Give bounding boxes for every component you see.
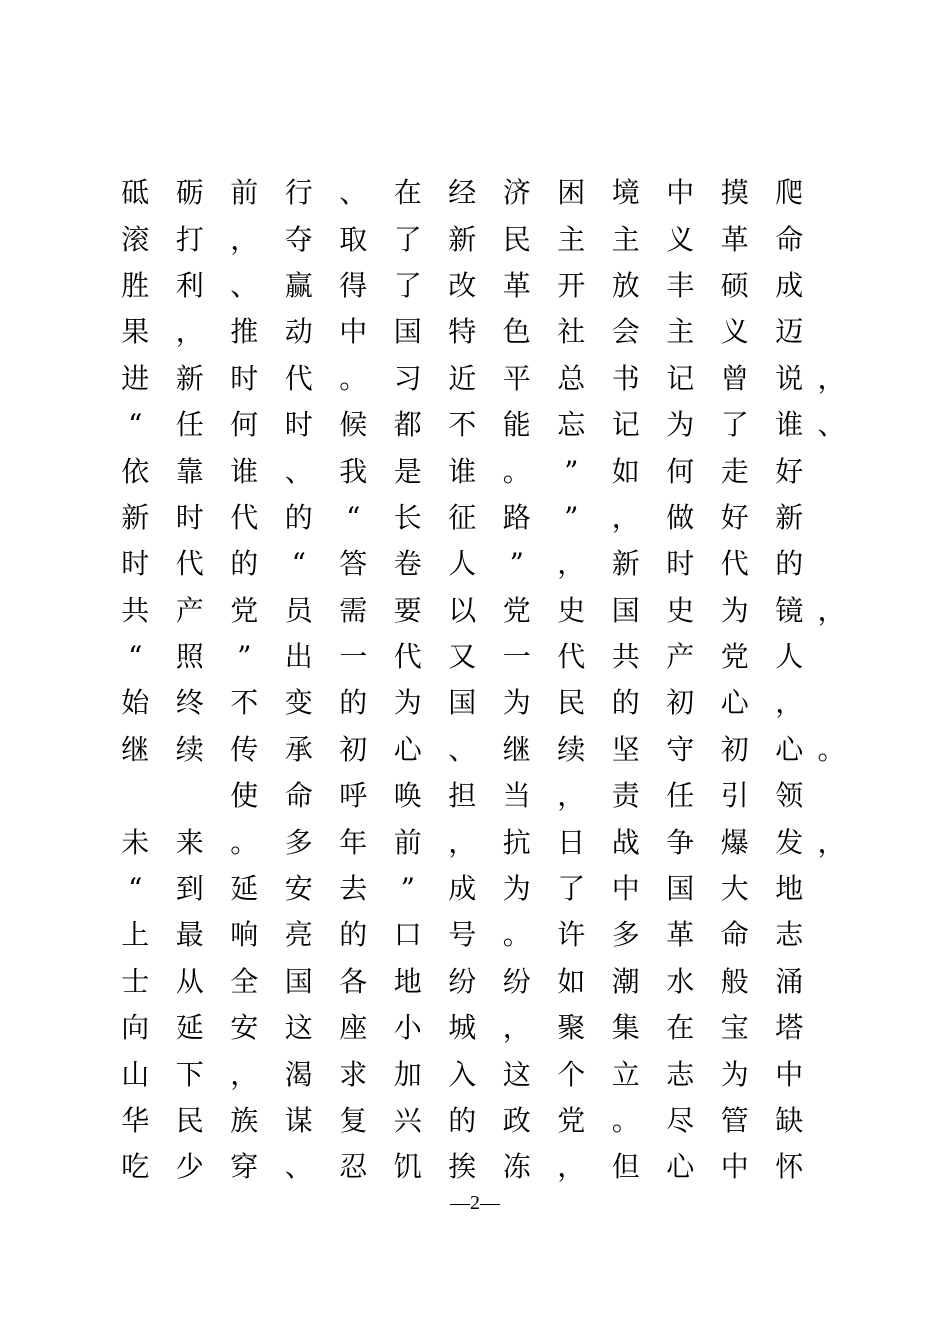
text-line: 共 产 党 员 需 要 以 党 史 国 史 为 镜 ， (121, 593, 846, 627)
page-number: —2— (450, 1192, 500, 1214)
text-line: 未 来 。 多 年 前 ， 抗 日 战 争 爆 发 ， (121, 825, 846, 859)
text-line: 砥 砺 前 行 、 在 经 济 困 境 中 摸 爬 (121, 176, 804, 210)
text-line: 依 靠 谁 、 我 是 谁 。 ” 如 何 走 好 (121, 454, 804, 488)
text-line: 继 续 传 承 初 心 、 继 续 坚 守 初 心 。 (121, 732, 846, 766)
text-line: 果 ， 推 动 中 国 特 色 社 会 主 义 迈 (121, 315, 804, 349)
text-line: “ 照 ” 出 一 代 又 一 代 共 产 党 人 (128, 640, 804, 674)
text-line: “ 到 延 安 去 ” 成 为 了 中 国 大 地 (128, 872, 804, 906)
text-line: “ 任 何 时 候 都 不 能 忘 记 为 了 谁 、 (128, 408, 846, 442)
text-line: 华 民 族 谋 复 兴 的 政 党 。 尽 管 缺 (121, 1104, 804, 1137)
text-line: 滚 打 ， 夺 取 了 新 民 主 主 义 革 命 (121, 222, 804, 256)
text-line: 使 命 呼 唤 担 当 ， 责 任 引 领 (230, 779, 804, 813)
text-line: 进 新 时 代 。 习 近 平 总 书 记 曾 说 ， (121, 361, 846, 395)
text-line: 新 时 代 的 “ 长 征 路 ” ， 做 好 新 (121, 500, 804, 534)
body-text (108, 170, 868, 1191)
text-line: 时 代 的 “ 答 卷 人 ” ， 新 时 代 的 (121, 547, 804, 581)
text-line: 向 延 安 这 座 小 城 ， 聚 集 在 宝 塔 (121, 1011, 804, 1045)
text-line: 上 最 响 亮 的 口 号 。 许 多 革 命 志 (121, 918, 804, 952)
text-line: 士 从 全 国 各 地 纷 纷 如 潮 水 般 涌 (121, 964, 804, 998)
text-line: 吃 少 穿 、 忍 饥 挨 冻 ， 但 心 中 怀 (121, 1150, 804, 1184)
text-line: 胜 利 、 赢 得 了 改 革 开 放 丰 硕 成 (121, 268, 804, 302)
text-line: 山 下 ， 渴 求 加 入 这 个 立 志 为 中 (121, 1057, 804, 1091)
text-line: 始 终 不 变 的 为 国 为 民 的 初 心 ， (121, 686, 804, 720)
